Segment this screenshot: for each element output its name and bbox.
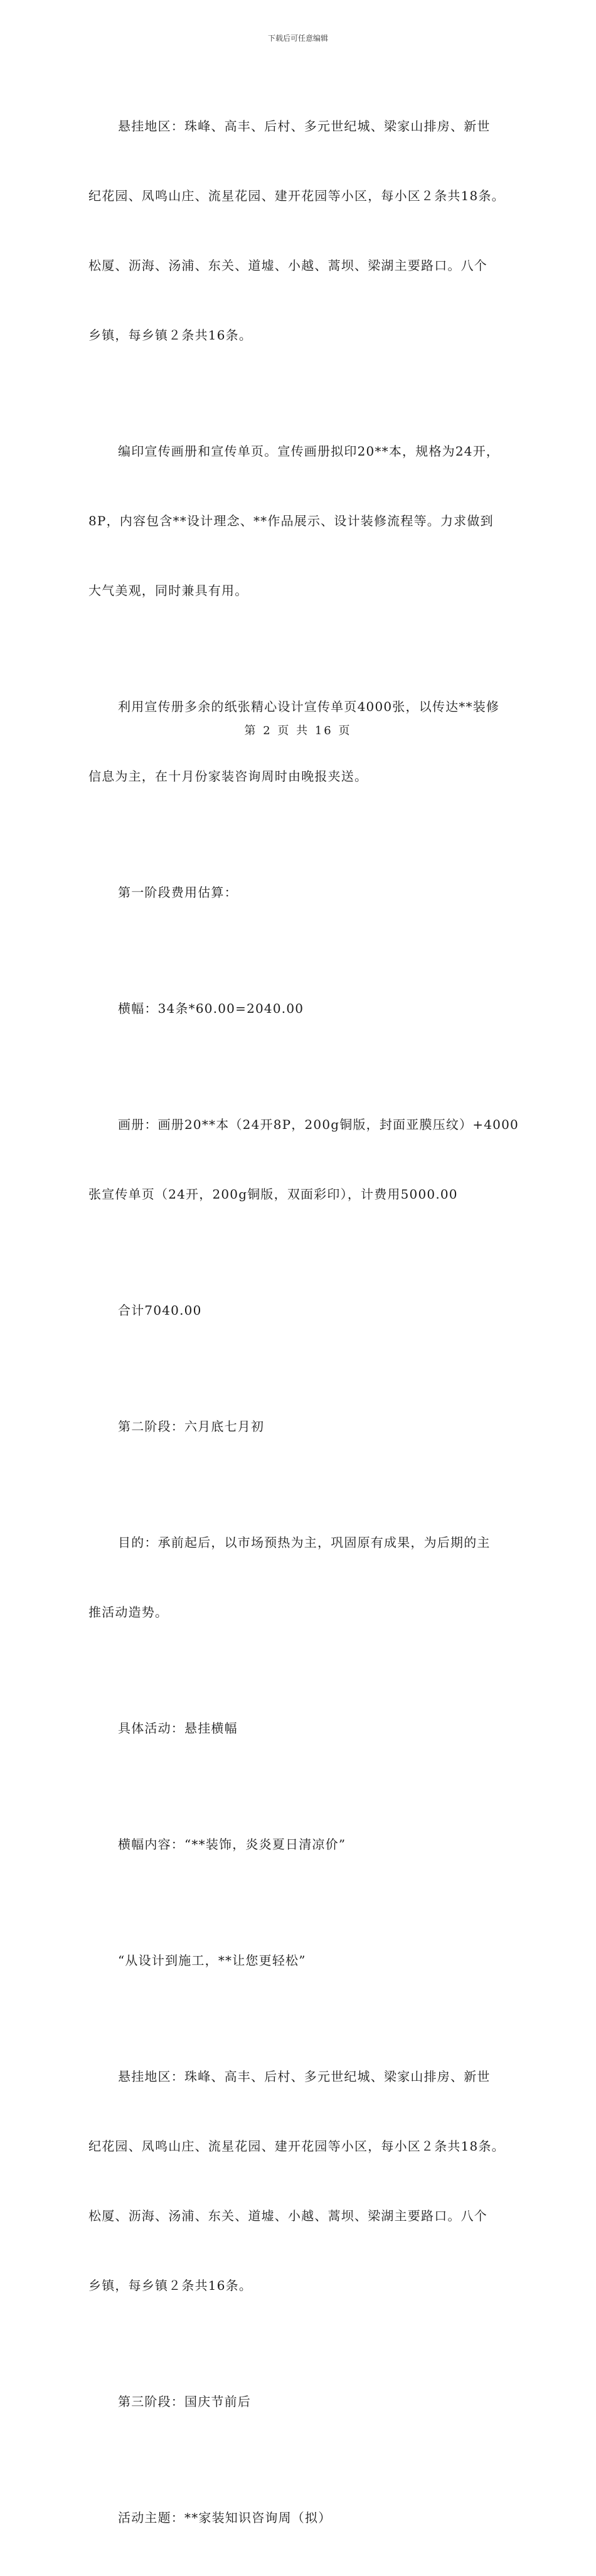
text-line: 乡镇，每乡镇２条共16条。 [88,328,253,343]
text-line: 合计7040.00 [118,1303,202,1318]
text-line: 利用宣传册多余的纸张精心设计宣传单页4000张，以传达**装修 [118,699,500,714]
paragraph-phase1-cost-title [88,835,521,951]
paragraph-phase3-title [88,2344,521,2460]
document-body [88,68,521,2576]
paragraph-brochure [88,393,521,649]
text-line: 乡镇，每乡镇２条共16条。 [88,2278,253,2293]
text-line: 悬挂地区：珠峰、高丰、后村、多元世纪城、梁家山排房、新世 [118,119,491,134]
paragraph-banner-cost [88,951,521,1067]
text-line: 编印宣传画册和宣传单页。宣传画册拟印20**本，规格为24开， [118,444,500,459]
text-line: “从设计到施工，**让您更轻松” [118,1953,306,1968]
text-line: 信息为主，在十月份家装咨询周时由晚报夹送。 [88,769,368,784]
text-line: 悬挂地区：珠峰、高丰、后村、多元世纪城、梁家山排房、新世 [118,2069,491,2084]
text-line: 松厦、沥海、汤浦、东关、道墟、小越、蒿坝、梁湖主要路口。八个 [88,2208,487,2223]
paragraph-phase2-title [88,1369,521,1485]
text-line: 横幅内容：“**装饰，炎炎夏日清凉价” [118,1837,346,1852]
text-line: 第二阶段：六月底七月初 [118,1419,265,1434]
text-line: 推活动造势。 [88,1605,169,1620]
text-line: 活动主题：**家装知识咨询周（拟） [118,2510,332,2525]
paragraph-flyers [88,649,521,835]
page-header: 下载后可任意编辑 [267,34,328,43]
text-line: 横幅：34条*60.00=2040.00 [118,1001,304,1016]
paragraph-hanging-areas-2 [88,2019,521,2344]
text-line: 纪花园、凤鸣山庄、流星花园、建开花园等小区，每小区２条共18条。 [88,2139,505,2154]
paragraph-phase2-goal [88,1485,521,1670]
text-line: 松厦、沥海、汤浦、东关、道墟、小越、蒿坝、梁湖主要路口。八个 [88,258,487,273]
paragraph-phase3-theme [88,2460,521,2576]
text-line: 第一阶段费用估算： [118,885,238,900]
text-line: 纪花园、凤鸣山庄、流星花园、建开花园等小区，每小区２条共18条。 [88,188,505,203]
paragraph-total [88,1253,521,1369]
text-line: 目的：承前起后，以市场预热为主，巩固原有成果，为后期的主 [118,1535,491,1550]
text-line: 第三阶段：国庆节前后 [118,2394,251,2409]
paragraph-banner-content [88,1787,521,1903]
text-line: 大气美观，同时兼具有用。 [88,583,248,598]
text-line: 画册：画册20**本（24开8P，200g铜版，封面亚膜压纹）+4000 [118,1117,519,1132]
paragraph-banner-slogan [88,1903,521,2019]
text-line: 张宣传单页（24开，200g铜版，双面彩印），计费用5000.00 [88,1187,458,1202]
paragraph-phase2-activity [88,1670,521,1787]
text-line: 8P，内容包含**设计理念、**作品展示、设计装修流程等。力求做到 [88,513,494,528]
paragraph-brochure-cost [88,1067,521,1253]
page-number-footer: 第 2 页 共 16 页 [244,724,352,737]
text-line: 具体活动：悬挂横幅 [118,1721,238,1736]
paragraph-hanging-areas-1 [88,68,521,393]
